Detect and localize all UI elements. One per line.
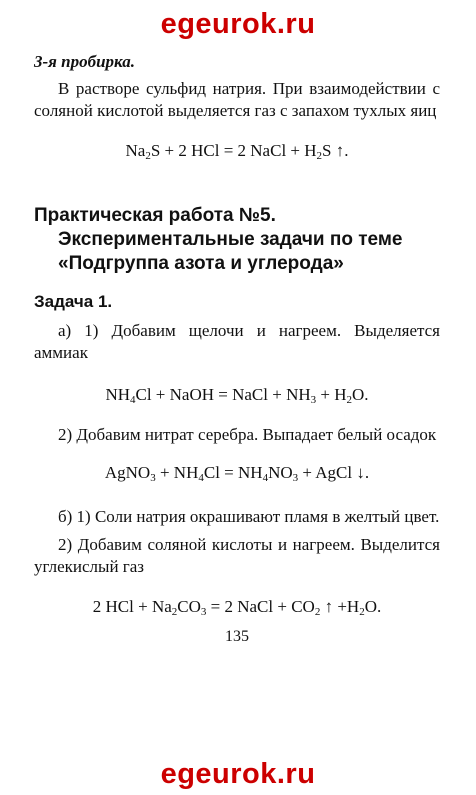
subscript: 4	[130, 394, 136, 406]
tube3-heading: 3-я пробирка.	[34, 52, 136, 71]
subscript: 2	[314, 606, 321, 618]
section-title-line1: Практическая работа №5.	[34, 205, 276, 226]
task-title: Задача 1.	[34, 292, 113, 311]
task-a2-text: 2) Добавим нитрат серебра. Выпадает белый осадок	[58, 425, 437, 444]
equation-2: $NH_4Cl$ + NaOH = NaCl + $NH_3 + H_2O$.	[105, 385, 369, 406]
subscript: 3	[200, 606, 207, 618]
task-b2-text: 2) Добавим соляной кислоты и нагреем. Выделится углекислый газ	[34, 535, 440, 576]
page-number: 135	[225, 628, 249, 645]
subscript: 3	[292, 472, 299, 484]
subscript: 3	[310, 394, 317, 406]
watermark-bottom: egeurok.ru	[160, 758, 316, 790]
equation-3: AgNO$_3$ + $NH_4Cl = NH_4NO_3$ + AgCl ↓.	[104, 463, 370, 484]
subscript: 4	[198, 472, 204, 484]
subscript: 2	[346, 394, 353, 406]
equation-1: $Na_2S + 2$ HCl = 2 NaCl + $H_2S$ ↑.	[125, 141, 349, 162]
subscript: 3	[150, 472, 156, 484]
task-b1-text: б) 1) Соли натрия окрашивают пламя в желтый цвет.	[58, 507, 440, 526]
subscript: 2	[316, 150, 323, 162]
equation-4: 2 HCl + $Na_2CO_3 = 2$ NaCl + $CO_2$ ↑ $+H_2O$.	[92, 597, 382, 618]
subscript: 2	[145, 150, 151, 162]
page-content	[34, 52, 440, 646]
subscript: 2	[359, 606, 365, 618]
subscript: 4	[262, 472, 269, 484]
section-title	[34, 204, 440, 276]
subscript: 2	[171, 606, 178, 618]
task-a1-text: а) 1) Добавим щелочи и нагреем. Выделяется аммиак	[34, 321, 440, 362]
watermark-top: egeurok.ru	[160, 8, 316, 40]
tube3-text: В растворе сульфид натрия. При взаимодействии с соляной кислотой выделяется газ с запахом тухлых яиц	[34, 79, 440, 120]
section-title-line2: Экспериментальные задачи по теме «Подгруппа азота и углерода»	[58, 229, 403, 274]
